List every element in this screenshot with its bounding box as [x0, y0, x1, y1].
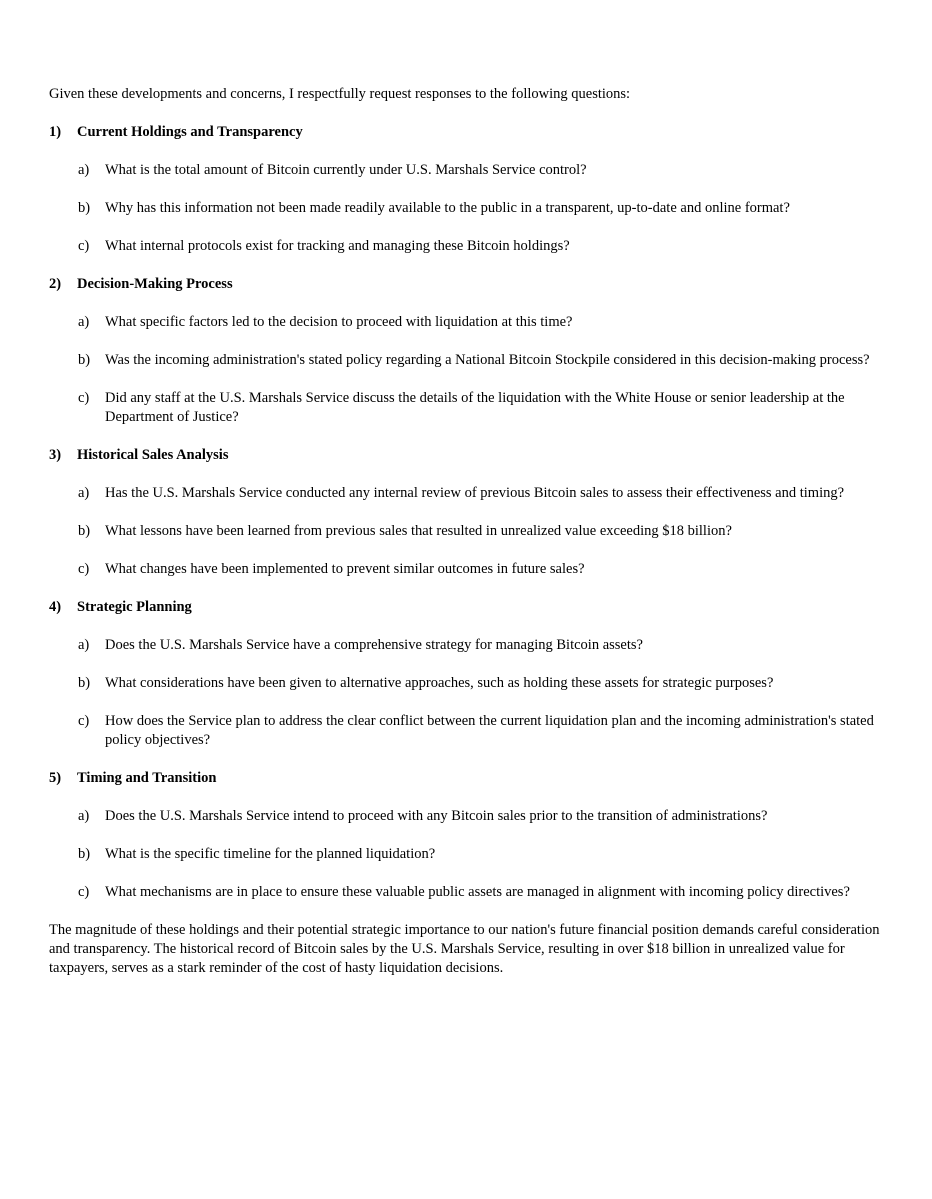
- question-item-1a: [49, 161, 888, 180]
- section-heading-2: [49, 275, 888, 294]
- item-text: Has the U.S. Marshals Service conducted any internal review of previous Bitcoin sales to assess their effectiveness and timing?: [105, 485, 845, 501]
- section-number: 1): [49, 124, 62, 140]
- question-item-3b: [49, 522, 888, 541]
- item-letter: b): [78, 352, 91, 368]
- item-letter: a): [78, 808, 90, 824]
- question-item-4b: [49, 674, 888, 693]
- item-letter: a): [78, 637, 90, 653]
- item-text: Was the incoming administration's stated policy regarding a National Bitcoin Stockpile considered in this decision-making process?: [105, 352, 870, 368]
- item-letter: c): [78, 238, 90, 254]
- item-text: What specific factors led to the decision to proceed with liquidation at this time?: [105, 314, 573, 330]
- question-item-2a: [49, 313, 888, 332]
- question-item-4a: [49, 636, 888, 655]
- item-text: What lessons have been learned from previous sales that resulted in unrealized value exceeding $18 billion?: [105, 523, 732, 539]
- item-text: What mechanisms are in place to ensure these valuable public assets are managed in alignment with incoming policy directives?: [105, 884, 850, 900]
- item-letter: b): [78, 846, 91, 862]
- question-item-3a: [49, 484, 888, 503]
- question-item-1c: [49, 237, 888, 256]
- item-text: What is the specific timeline for the planned liquidation?: [105, 846, 436, 862]
- section-title: Current Holdings and Transparency: [77, 124, 303, 140]
- closing-paragraph: The magnitude of these holdings and their potential strategic importance to our nation's future financial position demands careful consideration and transparency. The historical record of Bitcoin sales by the U.S. Marshals Service, resulting in over $18 billion in unrealized value for taxpayers, serves as a stark reminder of the cost of hasty liquidation decisions.: [49, 922, 880, 976]
- section-number: 3): [49, 447, 62, 463]
- item-text: Does the U.S. Marshals Service have a comprehensive strategy for managing Bitcoin assets?: [105, 637, 643, 653]
- item-letter: c): [78, 713, 90, 729]
- question-item-2c: [49, 389, 888, 427]
- section-heading-5: [49, 769, 888, 788]
- section-title: Decision-Making Process: [77, 276, 233, 292]
- item-text: What considerations have been given to alternative approaches, such as holding these assets for strategic purposes?: [105, 675, 774, 691]
- item-letter: b): [78, 200, 91, 216]
- item-text: How does the Service plan to address the clear conflict between the current liquidation plan and the incoming administration's stated policy objectives?: [105, 713, 874, 748]
- item-text: What internal protocols exist for tracking and managing these Bitcoin holdings?: [105, 238, 570, 254]
- section-number: 2): [49, 276, 62, 292]
- section-heading-4: [49, 598, 888, 617]
- intro-paragraph: Given these developments and concerns, I respectfully request responses to the following questions:: [49, 86, 631, 102]
- question-item-2b: [49, 351, 888, 370]
- question-item-5a: [49, 807, 888, 826]
- section-title: Timing and Transition: [77, 770, 217, 786]
- section-heading-3: [49, 446, 888, 465]
- item-text: Does the U.S. Marshals Service intend to proceed with any Bitcoin sales prior to the transition of administrations?: [105, 808, 768, 824]
- question-item-4c: [49, 712, 888, 750]
- section-number: 4): [49, 599, 62, 615]
- item-text: Why has this information not been made readily available to the public in a transparent, up-to-date and online format?: [105, 200, 790, 216]
- question-item-5b: [49, 845, 888, 864]
- item-letter: a): [78, 314, 90, 330]
- section-heading-1: [49, 123, 888, 142]
- item-letter: a): [78, 485, 90, 501]
- item-letter: b): [78, 675, 91, 691]
- question-item-1b: [49, 199, 888, 218]
- item-letter: c): [78, 884, 90, 900]
- item-text: Did any staff at the U.S. Marshals Service discuss the details of the liquidation with the White House or senior leadership at the Department of Justice?: [105, 390, 845, 425]
- section-title: Historical Sales Analysis: [77, 447, 229, 463]
- question-item-3c: [49, 560, 888, 579]
- item-text: What changes have been implemented to prevent similar outcomes in future sales?: [105, 561, 585, 577]
- section-number: 5): [49, 770, 62, 786]
- item-letter: b): [78, 523, 91, 539]
- question-item-5c: [49, 883, 888, 902]
- section-title: Strategic Planning: [77, 599, 192, 615]
- item-letter: c): [78, 390, 90, 406]
- item-text: What is the total amount of Bitcoin currently under U.S. Marshals Service control?: [105, 162, 587, 178]
- item-letter: c): [78, 561, 90, 577]
- item-letter: a): [78, 162, 90, 178]
